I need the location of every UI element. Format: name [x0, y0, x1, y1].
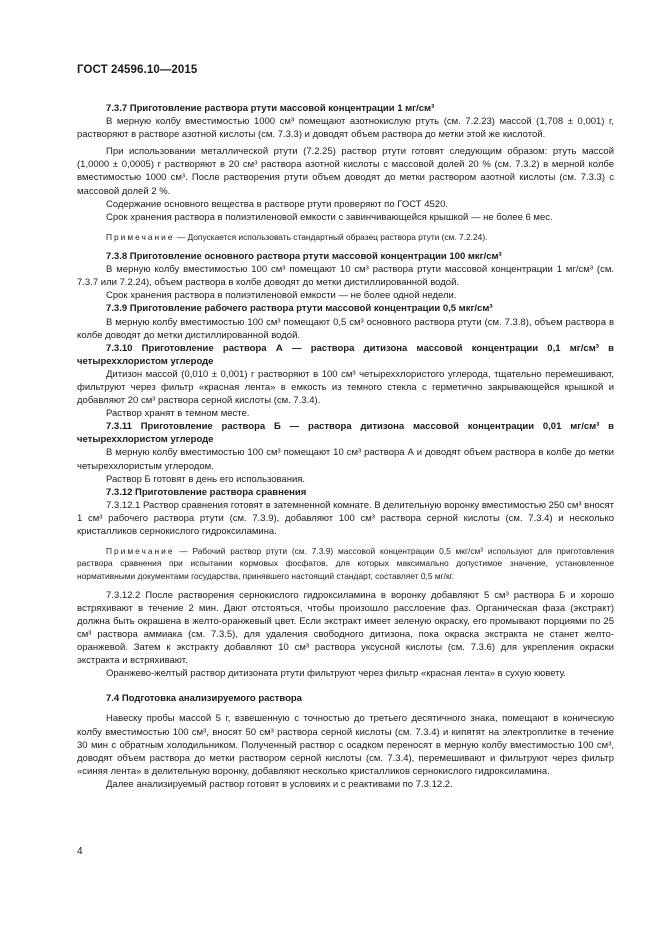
page-number: 4: [77, 846, 83, 857]
paragraph: В мерную колбу вместимостью 100 см³ помещают 10 см³ раствора ртути массовой концентрации 1 мг/см³ (см. 7.3.7 или 7.2.24), объем раствора в колбе доводят до метки дистиллированной водой.: [77, 264, 614, 289]
note-text: — Допускается использовать стандартный образец раствора ртути (см. 7.2.24).: [174, 231, 488, 242]
section-heading-7-3-10: 7.3.10 Приготовление раствора А — раствора дитизона массовой концентрации 0,1 мг/см³ в четыреххлористом углероде: [77, 342, 614, 367]
paragraph: Раствор Б готовят в день его использования.: [106, 473, 306, 485]
section-heading-7-3-11: 7.3.11 Приготовление раствора Б — раствора дитизона массовой концентрации 0,01 мг/см³ в четыреххлористом углероде: [77, 421, 614, 446]
paragraph: Содержание основного вещества в растворе ртути проверяют по ГОСТ 4520.: [106, 198, 449, 210]
paragraph: Дитизон массой (0,010 ± 0,001) г растворяют в 100 см³ четыреххлористого углерода, тщательно перемешивают, фильтруют через фильтр «красная лента» в емкость из темного стекла с герметично закрывающейся крышкой и добавляют 20 см³ раствора серной кислоты (см. 7.3.4).: [77, 368, 614, 407]
paragraph: В мерную колбу вместимостью 100 см³ помещают 10 см³ раствора А и доводят объем раствора в колбе до метки четыреххлористым углеродом.: [77, 447, 614, 472]
section-heading-7-4: 7.4 Подготовка анализируемого раствора: [106, 693, 302, 705]
paragraph: При использовании металлической ртути (7.2.25) раствор ртути готовят следующим образом: ртуть массой (1,0000 ± 0,0005) г растворяют в 20 см³ раствора азотной кислоты с массовой долей 20 % (см. 7.3.2) в мерной колбе вместимостью 1000 см³. После растворения ртути объем доводят до метки раствором азотной кислоты (см. 7.3.3) с массовой долей 2 %.: [77, 146, 614, 197]
paragraph: Навеску пробы массой 5 г, взвешенную с точностью до третьего десятичного знака, помещают в коническую колбу вместимостью 100 см³, вносят 50 см³ раствора серной кислоты (см. 7.3.4) и кипятят на электроплитке в течение 30 мин с обратным холодильником. Полученный раствор с осадком переносят в мерную колбу вместимостью 100 см³, доводят объем раствора до метки раствором серной кислоты (см. 7.3.4), перемешивают и фильтруют через фильтр «синяя лента» в делительную воронку, добавляют несколько кристалликов сернокислого гидроксиламина.: [77, 713, 614, 777]
section-heading-7-3-12: 7.3.12 Приготовление раствора сравнения: [106, 486, 307, 498]
paragraph: Срок хранения раствора в полиэтиленовой емкости — не более одной недели.: [106, 290, 457, 302]
paragraph: Раствор хранят в темном месте.: [106, 408, 250, 420]
paragraph: 7.3.12.2 После растворения сернокислого гидроксиламина в воронку добавляют 5 см³ раствора Б и хорошо встряхивают в течение 2 мин. Дают отстояться, чтобы произошло расслоение фаз. Органическая фаза (экстракт) должна быть окрашена в желто-оранжевый цвет. Если экстракт имеет зеленую окраску, его промывают порциями по 25 см³ раствора аммиака (см. 7.3.5), для удаления свободного дитизона, пока окраска экстракта не станет желто-оранжевой. Затем к экстракту добавляют 10 см³ раствора уксусной кислоты (см. 7.3.6) для укрепления окраски экстракта и встряхивают.: [77, 589, 614, 667]
section-heading-7-3-9: 7.3.9 Приготовление рабочего раствора ртути массовой концентрации 0,5 мкг/см³: [106, 303, 493, 315]
paragraph: Далее анализируемый раствор готовят в условиях и с реактивами по 7.3.12.2.: [106, 778, 453, 790]
paragraph: Срок хранения раствора в полиэтиленовой емкости с завинчивающейся крышкой — не более 6 мес.: [106, 211, 553, 223]
paragraph: Оранжево-желтый раствор дитизоната ртути фильтруют через фильтр «красная лента» в сухую кювету.: [106, 668, 567, 680]
paragraph: 7.3.12.1 Раствор сравнения готовят в затемненной комнате. В делительную воронку вместимостью 250 см³ вносят 1 см³ рабочего раствора ртути (см. 7.3.9), добавляют 100 см³ раствора серной кислоты (см. 7.3.4) и несколько кристалликов сернокислого гидроксиламина.: [77, 499, 615, 538]
section-heading-7-3-7: 7.3.7 Приготовление раствора ртути массовой концентрации 1 мг/см³: [106, 103, 435, 114]
document-body: [77, 90, 614, 791]
note-label: Примечание: [106, 546, 175, 557]
note: [77, 231, 614, 243]
note-label: Примечание: [106, 231, 175, 242]
paragraph: В мерную колбу вместимостью 100 см³ помещают 0,5 см³ основного раствора ртути (см. 7.3.8), объем раствора в колбе доводят до метки дистиллированной водой.: [77, 316, 614, 341]
section-heading-7-3-8: 7.3.8 Приготовление основного раствора ртути массовой концентрации 100 мкг/см³: [106, 251, 502, 263]
note-text: — Рабочий раствор ртути (см. 7.3.9) массовой концентрации 0,5 мкг/см³ используют для приготовления раствора сравнения при испытании кормовых фосфатов, для которых максимально допустимое значение, установленное нормативными документами государства, принявшего настоящий стандарт, составляет 0,5 мг/кг.: [77, 546, 614, 581]
document-header: ГОСТ 24596.10—2015: [77, 64, 198, 76]
note: [77, 545, 614, 582]
paragraph: В мерную колбу вместимостью 1000 см³ помещают азотнокислую ртуть (см. 7.2.23) массой (1,708 ± 0,001) г, растворяют в растворе азотной кислоты (см. 7.3.3) и доводят объем раствора до метки этой же кислотой.: [77, 116, 614, 141]
